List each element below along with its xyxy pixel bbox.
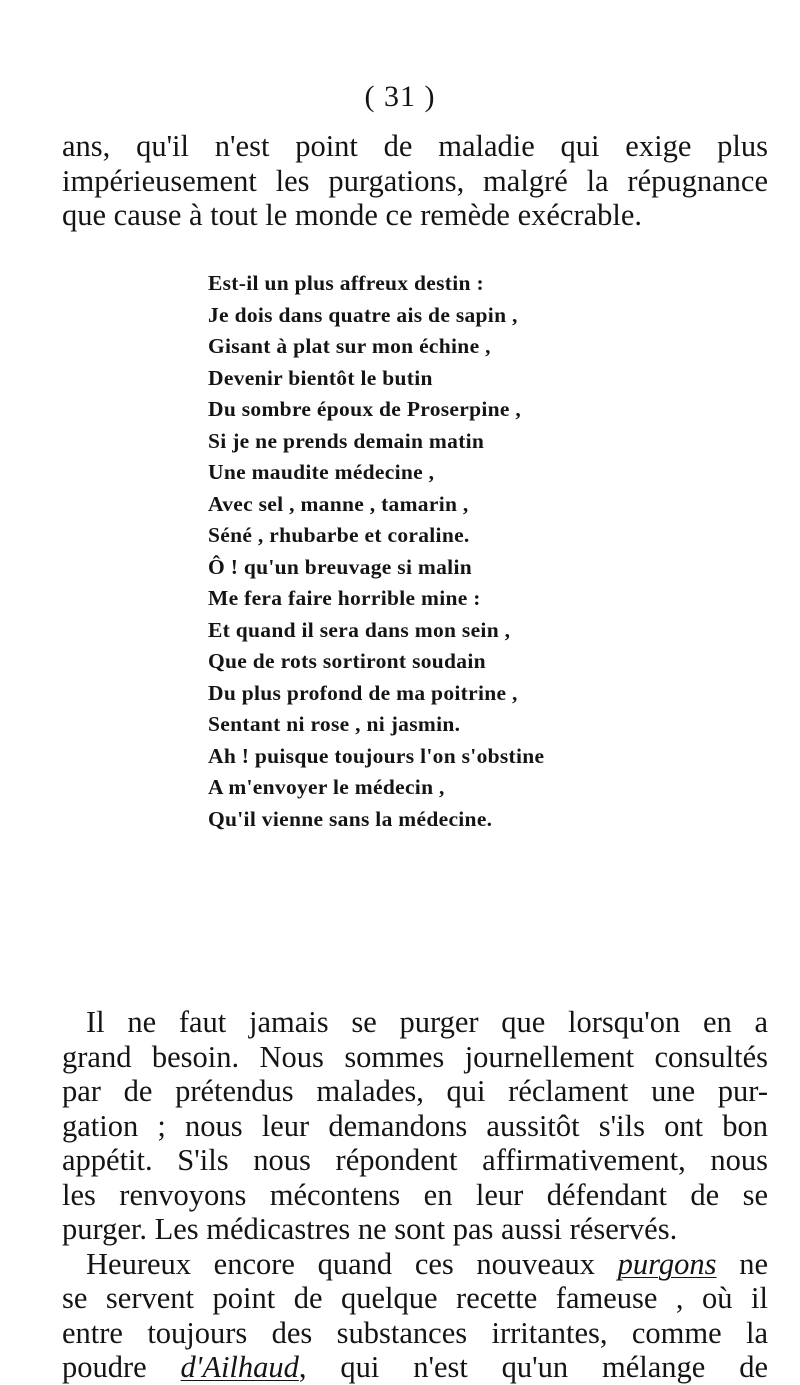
poem-line: Si je ne prends demain matin — [208, 428, 485, 453]
poem-line: Qu'il vienne sans la médecine. — [208, 806, 493, 831]
poem-line: Devenir bientôt le butin — [208, 365, 433, 390]
poem-line: A m'envoyer le médecin , — [208, 775, 445, 799]
paragraph-line: grand besoin. Nous sommes journellement consultés — [62, 1039, 768, 1074]
text-run: , qui n'est qu'un mélange de — [298, 1350, 768, 1384]
paragraph-line: entre toujours des substances irritantes, comme la — [62, 1315, 768, 1350]
text-run: poudre — [62, 1350, 181, 1384]
poem-line: Ô ! qu'un breuvage si malin — [208, 554, 472, 579]
italic-term: purgons — [617, 1246, 717, 1281]
paragraph-line: ans, qu'il n'est point de maladie qui exige plus — [62, 129, 768, 163]
poem-line: Je dois dans quatre ais de sapin , — [208, 302, 518, 327]
opening-paragraph — [62, 129, 768, 233]
paragraph-line: impérieusement les purgations, malgré la répugnance — [62, 163, 768, 198]
poem-line: Du sombre époux de Proserpine , — [208, 397, 522, 421]
paragraph-line: les renvoyons mécontens en leur défendant de se — [62, 1177, 768, 1212]
paragraph-line: Il ne faut jamais se purger que lorsqu'on en a — [86, 1005, 768, 1039]
poem-line: Séné , rhubarbe et coraline. — [208, 523, 470, 547]
poem-line: Est-il un plus affreux destin : — [208, 271, 484, 295]
text-run: ne — [716, 1246, 768, 1281]
italic-term: d'Ailhaud — [180, 1350, 299, 1384]
paragraph-line: purger. Les médicastres ne sont pas aussi réservés. — [62, 1212, 678, 1246]
paragraph-line: gation ; nous leur demandons aussitôt s'ils ont bon — [62, 1108, 768, 1143]
poem-line: Avec sel , manne , tamarin , — [208, 491, 469, 516]
poem-line: Et quand il sera dans mon sein , — [208, 617, 511, 642]
page-number: ( 31 ) — [364, 80, 436, 113]
poem-line: Gisant à plat sur mon échine , — [208, 334, 491, 358]
poem — [208, 268, 768, 835]
text-run: Heureux encore quand ces nouveaux — [86, 1246, 618, 1281]
paragraph-line: que cause à tout le monde ce remède exécrable. — [62, 198, 643, 232]
paragraph-line — [62, 1350, 768, 1385]
poem-line: Me fera faire horrible mine : — [208, 586, 481, 610]
poem-line: Une maudite médecine , — [208, 460, 435, 484]
paragraph-line — [62, 1247, 768, 1282]
poem-line: Ah ! puisque toujours l'on s'obstine — [208, 743, 545, 768]
paragraph-line: se servent point de quelque recette fameuse , où il — [62, 1281, 768, 1315]
poem-line: Du plus profond de ma poitrine , — [208, 680, 518, 705]
paragraph-line: appétit. S'ils nous répondent affirmativement, nous — [62, 1143, 768, 1177]
poem-line: Sentant ni rose , ni jasmin. — [208, 712, 461, 736]
poem-line: Que de rots sortiront soudain — [208, 649, 486, 673]
body-paragraphs — [62, 1005, 768, 1385]
paragraph-line: par de prétendus malades, qui réclament une pur- — [62, 1074, 768, 1108]
